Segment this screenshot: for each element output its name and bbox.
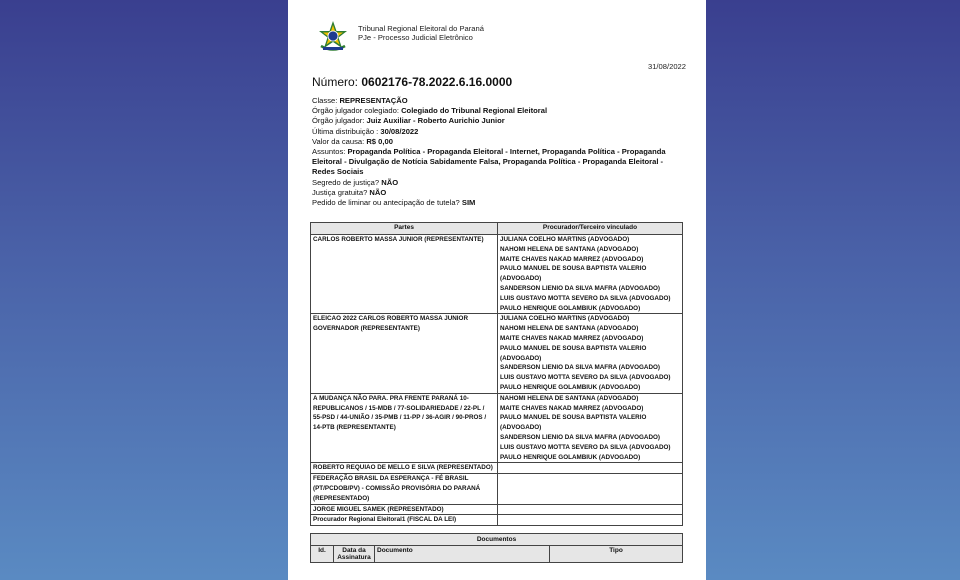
parties-table-header	[311, 223, 683, 235]
lawyer-entry: NAHOMI HELENA DE SANTANA (ADVOGADO)	[500, 394, 639, 402]
lawyers-cell	[498, 235, 683, 314]
meta-label: Valor da causa:	[312, 136, 367, 146]
process-number	[312, 75, 512, 89]
party-cell: ELEICAO 2022 CARLOS ROBERTO MASSA JUNIOR GOVERNADOR (REPRESENTANTE)	[311, 314, 498, 393]
process-number-value: 0602176-78.2022.6.16.0000	[361, 75, 513, 89]
meta-label: Órgão julgador:	[312, 116, 367, 126]
document-page	[288, 0, 706, 580]
column-header-data-assinatura: Data da Assinatura	[334, 546, 375, 563]
meta-value: SIM	[461, 198, 476, 208]
meta-value: Propaganda Política - Propaganda Eleitoral - Internet, Propaganda Política - Propaganda Eleitoral - Divulgação de Notícia Sabidamente Falsa, Propaganda Política - Propaganda Eleitoral - Redes Sociais	[312, 147, 666, 177]
table-row	[311, 314, 683, 393]
column-header-id: Id.	[311, 546, 334, 563]
column-header-tipo: Tipo	[550, 546, 683, 563]
lawyers-cell	[498, 474, 683, 504]
court-name: Tribunal Regional Eleitoral do Paraná	[358, 24, 484, 33]
meta-label: Assuntos:	[312, 147, 348, 157]
lawyer-entry: LUIS GUSTAVO MOTTA SEVERO DA SILVA (ADVOGADO)	[500, 443, 671, 451]
document-date: 31/08/2022	[647, 62, 686, 71]
meta-value: 30/08/2022	[380, 126, 419, 136]
column-header-documento: Documento	[375, 546, 550, 563]
party-cell: Procurador Regional Eleitoral1 (FISCAL DA LEI)	[311, 515, 498, 526]
lawyer-entry: MAITE CHAVES NAKAD MARREZ (ADVOGADO)	[500, 334, 644, 342]
court-heading	[358, 24, 484, 42]
party-cell: ROBERTO REQUIAO DE MELLO E SILVA (REPRESENTADO)	[311, 463, 498, 474]
table-row	[311, 463, 683, 474]
parties-table-body	[311, 235, 683, 526]
table-row	[311, 235, 683, 314]
lawyer-entry: PAULO MANUEL DE SOUSA BAPTISTA VALERIO (ADVOGADO)	[500, 414, 647, 432]
lawyer-entry: NAHOMI HELENA DE SANTANA (ADVOGADO)	[500, 325, 639, 333]
table-row	[311, 393, 683, 463]
meta-value: Juiz Auxiliar - Roberto Aurichio Junior	[366, 116, 505, 126]
documents-table	[310, 533, 683, 563]
lawyers-cell	[498, 314, 683, 393]
lawyer-entry: MAITE CHAVES NAKAD MARREZ (ADVOGADO)	[500, 255, 644, 263]
meta-label: Pedido de liminar ou antecipação de tutela?	[312, 198, 462, 208]
brazil-coat-of-arms-icon	[316, 20, 350, 54]
process-metadata	[312, 96, 684, 208]
documents-section	[310, 533, 683, 563]
lawyers-cell	[498, 504, 683, 515]
meta-justica-gratuita	[312, 188, 684, 198]
lawyer-entry: LUIS GUSTAVO MOTTA SEVERO DA SILVA (ADVOGADO)	[500, 294, 671, 302]
meta-value: R$ 0,00	[366, 136, 393, 146]
meta-pedido-liminar	[312, 198, 684, 208]
meta-label: Órgão julgador colegiado:	[312, 106, 402, 116]
meta-segredo	[312, 178, 684, 188]
system-name: PJe - Processo Judicial Eletrônico	[358, 33, 473, 42]
lawyer-entry: PAULO HENRIQUE GOLAMBIUK (ADVOGADO)	[500, 453, 641, 461]
lawyer-entry: PAULO MANUEL DE SOUSA BAPTISTA VALERIO (ADVOGADO)	[500, 265, 647, 283]
lawyers-cell	[498, 515, 683, 526]
lawyers-cell	[498, 393, 683, 463]
meta-label: Justiça gratuita?	[312, 187, 370, 197]
column-header-partes: Partes	[311, 223, 498, 235]
lawyer-entry: JULIANA COELHO MARTINS (ADVOGADO)	[500, 236, 630, 243]
party-cell: CARLOS ROBERTO MASSA JUNIOR (REPRESENTANTE)	[311, 235, 498, 314]
column-header-procurador: Procurador/Terceiro vinculado	[498, 223, 683, 235]
parties-table	[310, 222, 683, 526]
document-header	[316, 20, 696, 60]
lawyer-entry: PAULO HENRIQUE GOLAMBIUK (ADVOGADO)	[500, 383, 641, 391]
meta-value: REPRESENTAÇÃO	[339, 96, 408, 105]
table-row	[311, 504, 683, 515]
meta-label: Classe:	[312, 96, 340, 105]
table-row	[311, 515, 683, 526]
meta-label: Segredo de justiça?	[312, 177, 382, 187]
meta-value: NÃO	[381, 177, 399, 187]
lawyer-entry: MAITE CHAVES NAKAD MARREZ (ADVOGADO)	[500, 404, 644, 412]
lawyer-entry: SANDERSON LIENIO DA SILVA MAFRA (ADVOGADO)	[500, 364, 660, 372]
documents-title: Documentos	[311, 534, 683, 546]
table-row	[311, 474, 683, 504]
party-cell: FEDERAÇÃO BRASIL DA ESPERANÇA - FÉ BRASIL (PT/PCDOB/PV) - COMISSÃO PROVISÓRIA DO PARANÁ (REPRESENTADO)	[311, 474, 498, 504]
meta-classe	[312, 96, 684, 106]
process-number-label: Número:	[312, 75, 359, 89]
lawyer-entry: LUIS GUSTAVO MOTTA SEVERO DA SILVA (ADVOGADO)	[500, 374, 671, 382]
meta-ultima-distribuicao	[312, 127, 684, 137]
lawyer-entry: SANDERSON LIENIO DA SILVA MAFRA (ADVOGADO)	[500, 433, 660, 441]
lawyer-entry: PAULO HENRIQUE GOLAMBIUK (ADVOGADO)	[500, 304, 641, 312]
lawyer-entry: JULIANA COELHO MARTINS (ADVOGADO)	[500, 315, 630, 323]
meta-orgao-julgador	[312, 116, 684, 126]
meta-orgao-colegiado	[312, 106, 684, 116]
meta-value: NÃO	[369, 187, 387, 197]
lawyer-entry: SANDERSON LIENIO DA SILVA MAFRA (ADVOGADO)	[500, 284, 660, 292]
meta-value: Colegiado do Tribunal Regional Eleitoral	[401, 106, 548, 116]
party-cell: A MUDANÇA NÃO PARA. PRA FRENTE PARANÁ 10-REPUBLICANOS / 15-MDB / 77-SOLIDARIEDADE / 22-PL / 55-PSD / 44-UNIÃO / 35-PMB / 11-PP / 36-AGIR / 90-PROS / 14-PTB (REPRESENTANTE)	[311, 393, 498, 463]
meta-label: Última distribuição :	[312, 126, 381, 136]
lawyers-cell	[498, 463, 683, 474]
party-cell: JORGE MIGUEL SAMEK (REPRESENTADO)	[311, 504, 498, 515]
lawyer-entry: NAHOMI HELENA DE SANTANA (ADVOGADO)	[500, 245, 639, 253]
meta-assuntos	[312, 147, 684, 178]
meta-valor-causa	[312, 137, 684, 147]
lawyer-entry: PAULO MANUEL DE SOUSA BAPTISTA VALERIO (ADVOGADO)	[500, 344, 647, 362]
